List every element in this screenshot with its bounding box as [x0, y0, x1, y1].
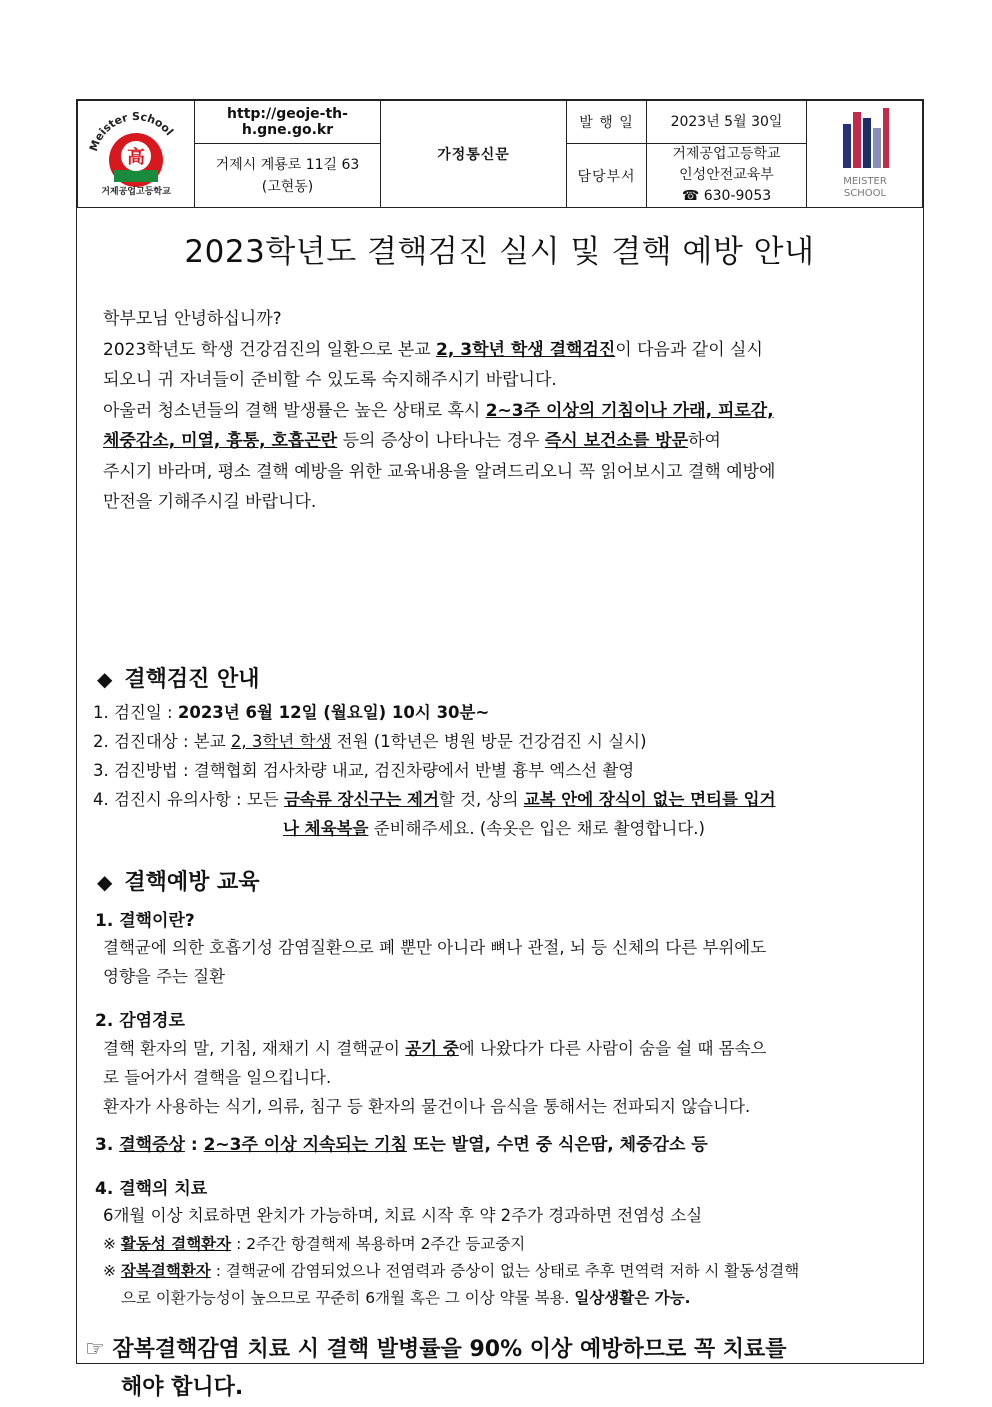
q1-heading: 1. 결핵이란?: [95, 911, 195, 931]
department-label: 담당부서: [567, 144, 647, 208]
school-logo: [78, 101, 195, 208]
final-notice: ☞ 잠복결핵감염 치료 시 결핵 발병률을 90% 이상 예방하므로 꼭 치료를 해야 합니다.: [85, 1337, 787, 1400]
newsletter-name: 가정통신문: [381, 101, 567, 208]
section-heading-checkup: ◆ 결핵검진 안내: [97, 667, 260, 692]
note-active-tb: ※ 활동성 결핵환자 : 2주간 항결핵제 복용하며 2주간 등교중지: [103, 1235, 526, 1253]
svg-text:Meister School: Meister School: [86, 109, 176, 153]
department: 거제공업고등학교 인성안전교육부 ☎ 630-9053: [647, 144, 807, 208]
issue-date-label: 발 행 일: [567, 101, 647, 144]
svg-text:SCHOOL: SCHOOL: [843, 188, 886, 199]
document-frame: [76, 99, 924, 1400]
q3-heading: 3. 결핵증상 : 2~3주 이상 지속되는 기침 또는 발열, 수면 중 식은땀, 체중감소 등: [95, 1135, 708, 1155]
diamond-icon: ◆: [97, 667, 113, 691]
svg-text:MEISTER: MEISTER: [842, 176, 887, 187]
q2-text: 결핵 환자의 말, 기침, 재채기 시 결핵균이 공기 중에 나왔다가 다른 사람이 숨을 쉴 때 몸속으 로 들어가서 결핵을 일으킵니다. 환자가 사용하는 식기, 의류, 침구 등 환자의 물건이나 음식을 통해서는 전파되지 않습니다.: [103, 1039, 767, 1116]
diamond-icon: ◆: [97, 870, 113, 894]
checkup-list: 1. 검진일 : 2023년 6월 12일 (월요일) 10시 30분~ 2. 검진대상 : 본교 2, 3학년 학생 전원 (1학년은 병원 방문 건강검진 시 실시) 3. 검진방법 : 결핵협회 검사차량 내교, 검진차량에서 반별 흉부 엑스선 촬영 4. 검진시 유의사항 : 모든 금속류 장신구는 제거할 것, 상의 교복 안에 장식이 없는 면티를 입거 나 체육복을 준비해주세요. (속옷은 입은 채로 촬영합니다.): [93, 703, 776, 838]
svg-text:高: 高: [127, 147, 145, 168]
q2-heading: 2. 감염경로: [95, 1011, 185, 1031]
issue-date: 2023년 5월 30일: [647, 101, 807, 144]
q4-text: 6개월 이상 치료하면 완치가 가능하며, 치료 시작 후 약 2주가 경과하면 전염성 소실: [103, 1206, 703, 1225]
svg-text:거제공업고등학교: 거제공업고등학교: [101, 187, 171, 197]
page-title: 2023학년도 결핵검진 실시 및 결핵 예방 안내: [184, 234, 815, 270]
meister-logo: [807, 101, 923, 208]
note-latent-tb: ※ 잠복결핵환자 : 결핵균에 감염되었으나 전염력과 증상이 없는 상태로 추후 면역력 저하 시 활동성결핵 으로 이환가능성이 높으므로 꾸준히 6개월 혹은 그 이상 약물 복용. 일상생활은 가능.: [103, 1262, 800, 1307]
pointing-hand-icon: ☞: [85, 1337, 113, 1362]
section-heading-prevention: ◆ 결핵예방 교육: [97, 870, 260, 895]
school-url[interactable]: http://geoje-th-h.gne.go.kr: [195, 101, 381, 144]
intro-paragraph: 학부모님 안녕하십니까? 2023학년도 학생 건강검진의 일환으로 본교 2, 3학년 학생 결핵검진이 다음과 같이 실시 되오니 귀 자녀들이 준비할 수 있도록 숙지해주시기 바랍니다. 아울러 청소년들의 결핵 발생률은 높은 상태로 혹시 2~3주 이상의 기침이나 가래, 피로감, 체중감소, 미열, 흉통, 호흡곤란 등의 증상이 나타나는 경우 즉시 보건소를 방문하여 주시기 바라며, 평소 결핵 예방을 위한 교육내용을 알려드리오니 꼭 읽어보시고 결핵 예방에 만전을 기해주시길 바랍니다.: [103, 309, 776, 512]
school-address: 거제시 계룡로 11길 63 (고현동): [195, 144, 381, 208]
header-table: [77, 100, 923, 208]
q1-text: 결핵균에 의한 호흡기성 감염질환으로 폐 뿐만 아니라 뼈나 관절, 뇌 등 신체의 다른 부위에도 영향을 주는 질환: [103, 938, 767, 986]
q4-heading: 4. 결핵의 치료: [95, 1179, 208, 1199]
